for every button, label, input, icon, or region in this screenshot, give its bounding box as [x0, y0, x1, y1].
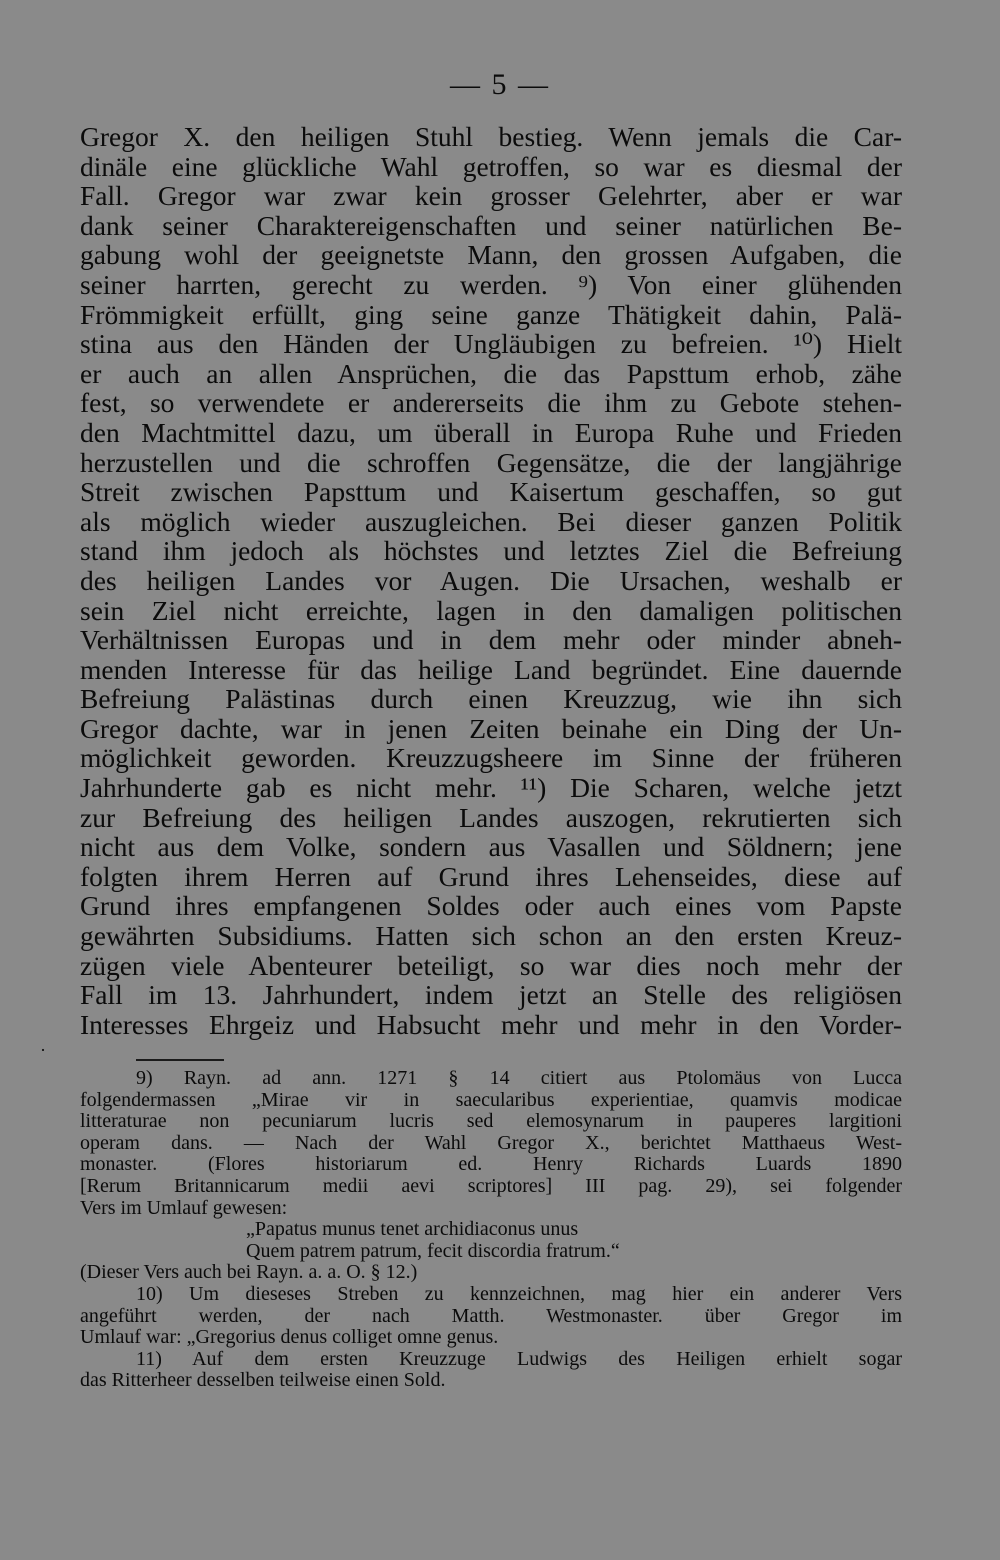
- footnote-line: 11) Auf dem ersten Kreuzzuge Ludwigs des Heiligen erhielt sogar: [136, 1347, 902, 1370]
- footnote-verse-line: Quem patrem patrum, fecit discordia fratrum.“: [246, 1239, 620, 1262]
- footnote-rule: [136, 1059, 224, 1061]
- body-line: sein Ziel nicht erreichte, lagen in den damaligen politischen: [80, 594, 902, 626]
- footnote-line: litteraturae non pecuniarum lucris sed elemosynarum in pauperes largitioni: [80, 1110, 902, 1133]
- body-line: Grund ihres empfangenen Soldes oder auch eines vom Papste: [80, 890, 902, 922]
- footnote-line: 10) Um dieseses Streben zu kennzeichnen, mag hier ein anderer Vers: [136, 1282, 902, 1305]
- body-line: Streit zwischen Papsttum und Kaisertum geschaffen, so gut: [80, 476, 902, 508]
- body-line: als möglich wieder auszugleichen. Bei dieser ganzen Politik: [80, 505, 902, 537]
- footnote-line: Umlauf war: „Gregorius denus colliget omne genus.: [80, 1326, 499, 1349]
- body-line: Fall im 13. Jahrhundert, indem jetzt an Stelle des religiösen: [80, 979, 902, 1011]
- body-line: Gregor dachte, war in jenen Zeiten beinahe ein Ding der Un-: [80, 712, 902, 744]
- body-line: herzustellen und die schroffen Gegensätze, die der langjährige: [80, 446, 902, 478]
- body-line: dinäle eine glückliche Wahl getroffen, so war es diesmal der: [80, 150, 902, 182]
- page-number: — 5 —: [450, 68, 550, 101]
- body-line: zügen viele Abenteurer beteiligt, so war dies noch mehr der: [80, 949, 902, 981]
- body-line: zur Befreiung des heiligen Landes auszogen, rekrutierten sich: [80, 801, 902, 833]
- body-line: nicht aus dem Volke, sondern aus Vasallen und Söldnern; jene: [80, 831, 902, 863]
- body-line: stand ihm jedoch als höchstes und letztes Ziel die Befreiung: [80, 535, 902, 567]
- footnote-verse-line: „Papatus munus tenet archidiaconus unus: [246, 1218, 579, 1241]
- footnote-line: [Rerum Britannicarum medii aevi scriptores] III pag. 29), sei folgender: [80, 1174, 902, 1197]
- body-line: des heiligen Landes vor Augen. Die Ursachen, weshalb er: [80, 564, 902, 596]
- footnote-line: monaster. (Flores historiarum ed. Henry Richards Luards 1890: [80, 1153, 902, 1176]
- body-line: gabung wohl der geeignetste Mann, den grossen Aufgaben, die: [80, 239, 902, 271]
- body-line: Jahrhunderte gab es nicht mehr. ¹¹) Die Scharen, welche jetzt: [80, 772, 902, 804]
- body-line: Befreiung Palästinas durch einen Kreuzzug, wie ihn sich: [80, 683, 902, 715]
- margin-mark: ·: [40, 1040, 46, 1060]
- footnote-line: angeführt werden, der nach Matth. Westmonaster. über Gregor im: [80, 1304, 902, 1327]
- footnote-line: operam dans. — Nach der Wahl Gregor X., berichtet Matthaeus West-: [80, 1131, 902, 1154]
- body-line: menden Interesse für das heilige Land begründet. Eine dauernde: [80, 653, 902, 685]
- body-line: Gregor X. den heiligen Stuhl bestieg. Wenn jemals die Car-: [80, 121, 902, 152]
- body-line: Fall. Gregor war zwar kein grosser Gelehrter, aber er war: [80, 180, 902, 212]
- footnote-line: das Ritterheer desselben teilweise einen Sold.: [80, 1369, 446, 1392]
- body-line: folgten ihrem Herren auf Grund ihres Lehenseides, diese auf: [80, 860, 902, 892]
- footnote-line: 9) Rayn. ad ann. 1271 § 14 citiert aus Ptolomäus von Lucca: [136, 1067, 902, 1089]
- body-line: dank seiner Charaktereigenschaften und seiner natürlichen Be-: [80, 209, 902, 241]
- body-line: möglichkeit geworden. Kreuzzugsheere im Sinne der früheren: [80, 742, 902, 774]
- footnote-line: (Dieser Vers auch bei Rayn. a. a. O. § 12.): [80, 1261, 418, 1284]
- footnote-line: folgendermassen „Mirae vir in saecularibus experientiae, quamvis modicae: [80, 1088, 902, 1111]
- body-line: fest, so verwendete er andererseits die ihm zu Gebote stehen-: [80, 387, 902, 419]
- footnotes: [80, 1068, 902, 1392]
- body-text: [80, 122, 902, 1039]
- body-line: seiner harrten, gerecht zu werden. ⁹) Von einer glühenden: [80, 268, 902, 300]
- body-line: gewährten Subsidiums. Hatten sich schon an den ersten Kreuz-: [80, 920, 902, 952]
- body-line: Verhältnissen Europas und in dem mehr oder minder abneh-: [80, 624, 902, 656]
- body-line: Interesses Ehrgeiz und Habsucht mehr und mehr in den Vorder-: [80, 1008, 902, 1040]
- body-line: Frömmigkeit erfüllt, ging seine ganze Thätigkeit dahin, Palä-: [80, 298, 902, 330]
- footnote-line: Vers im Umlauf gewesen:: [80, 1196, 288, 1219]
- body-line: den Machtmittel dazu, um überall in Europa Ruhe und Frieden: [80, 416, 902, 448]
- body-line: er auch an allen Ansprüchen, die das Papsttum erhob, zähe: [80, 357, 902, 389]
- body-line: stina aus den Händen der Ungläubigen zu befreien. ¹⁰) Hielt: [80, 328, 902, 360]
